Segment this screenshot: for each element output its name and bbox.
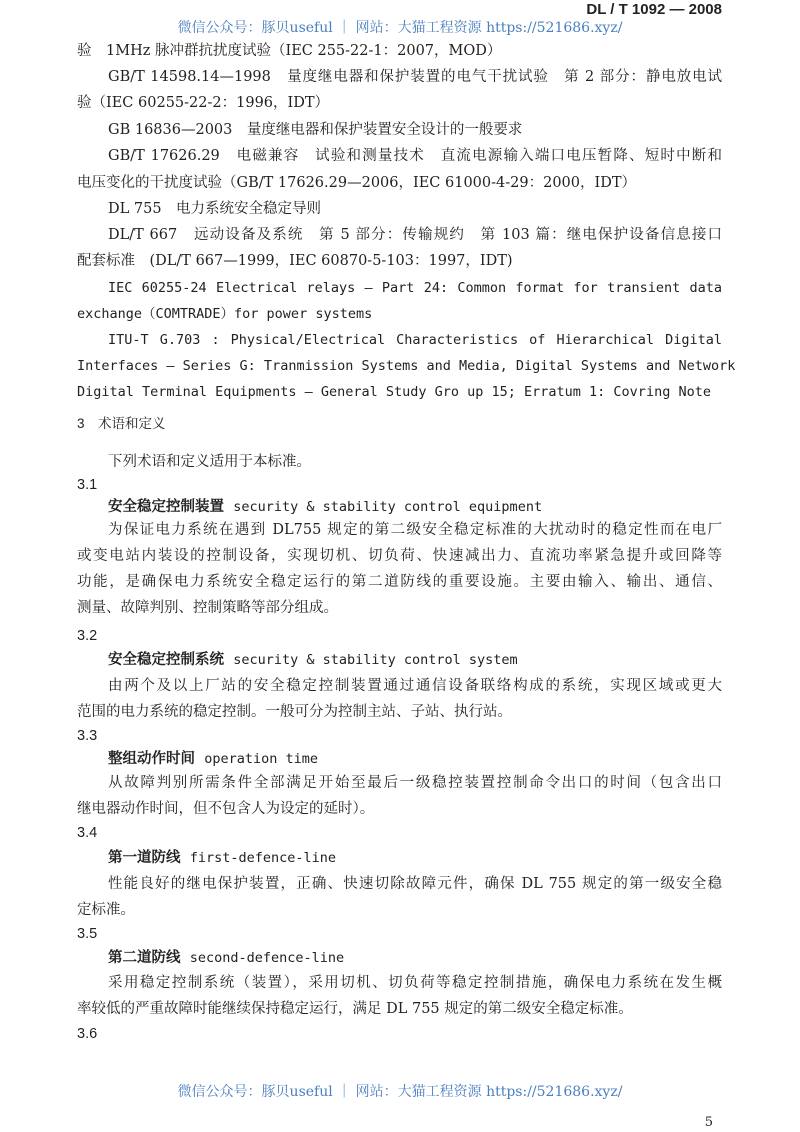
- term-number: 3.3: [77, 728, 98, 744]
- reference-line: 验（IEC 60255-22-2：1996，IDT）: [77, 95, 330, 111]
- reference-line: GB/T 14598.14—1998 量度继电器和保护装置的电气干扰试验 第 2 部分：静电放电试: [108, 69, 722, 85]
- definition-line: 范围的电力系统的稳定控制。一般可分为控制主站、子站、执行站。: [77, 704, 512, 720]
- reference-line: 验 1MHz 脉冲群抗扰度试验（IEC 255-22-1：2007，MOD）: [77, 43, 502, 59]
- term-chinese: 安全稳定控制系统: [108, 652, 224, 668]
- term-number: 3.4: [77, 825, 98, 841]
- term-number: 3.6: [77, 1026, 98, 1042]
- document-number-header: DL / T 1092 — 2008: [586, 1, 722, 18]
- definition-line: 从故障判别所需条件全部满足开始至最后一级稳控装置控制命令出口的时间（包含出口: [108, 775, 722, 791]
- reference-line: Interfaces — Series G: Tranmission Systems and Media, Digital Systems and Network: [77, 358, 736, 374]
- term-title: [108, 847, 722, 869]
- term-title: [108, 947, 722, 969]
- term-title: [108, 748, 722, 770]
- reference-line: GB/T 17626.29 电磁兼容 试验和测量技术 直流电源输入端口电压暂降、短时中断和: [108, 148, 722, 164]
- section-heading: 3 术语和定义: [77, 416, 166, 431]
- reference-line: IEC 60255-24 Electrical relays — Part 24: Common format for transient data: [108, 280, 722, 296]
- definition-line: 继电器动作时间，但不包含人为设定的延时）。: [77, 801, 375, 817]
- reference-line: Digital Terminal Equipments — General Study Gro up 15; Erratum 1: Covring Note: [77, 384, 711, 400]
- term-chinese: 第一道防线: [108, 850, 181, 866]
- term-english: operation time: [204, 751, 319, 767]
- term-chinese: 安全稳定控制装置: [108, 499, 224, 515]
- definition-line: 测量、故障判别、控制策略等部分组成。: [77, 600, 338, 616]
- definition-line: 由两个及以上厂站的安全稳定控制装置通过通信设备联络构成的系统，实现区域或更大: [108, 678, 722, 694]
- reference-line: 电压变化的干扰度试验（GB/T 17626.29—2006，IEC 61000-4-29：2000，IDT）: [77, 175, 637, 191]
- reference-line: GB 16836—2003 量度继电器和保护装置安全设计的一般要求: [108, 122, 523, 138]
- watermark-bottom: 微信公众号：豚贝useful ｜ 网站：大猫工程资源 https://521686.xyz/: [177, 1084, 623, 1100]
- section-intro: 下列术语和定义适用于本标准。: [108, 454, 311, 470]
- reference-line: DL/T 667 远动设备及系统 第 5 部分：传输规约 第 103 篇：继电保护设备信息接口: [108, 227, 722, 243]
- term-number: 3.2: [77, 628, 98, 644]
- term-english: security & stability control equipment: [233, 499, 543, 515]
- definition-line: 为保证电力系统在遇到 DL755 规定的第二级安全稳定标准的大扰动时的稳定性而在电厂: [108, 522, 722, 538]
- term-english: first-defence-line: [189, 850, 337, 866]
- term-number: 3.1: [77, 477, 98, 493]
- term-title: [108, 496, 722, 518]
- definition-line: 率较低的严重故障时能继续保持稳定运行，满足 DL 755 规定的第二级安全稳定标准。: [77, 1001, 633, 1017]
- definition-line: 定标准。: [77, 902, 135, 918]
- reference-line: 配套标准 (DL/T 667—1999，IEC 60870-5-103：1997，IDT): [77, 253, 513, 269]
- definition-line: 性能良好的继电保护装置，正确、快速切除故障元件，确保 DL 755 规定的第一级安全稳: [108, 876, 722, 892]
- definition-line: 功能，是确保电力系统安全稳定运行的第二道防线的重要设施。主要由输入、输出、通信、: [77, 574, 722, 590]
- term-number: 3.5: [77, 926, 98, 942]
- term-english: security & stability control system: [233, 652, 518, 668]
- term-title: [108, 649, 722, 671]
- reference-line: exchange（COMTRADE）for power systems: [77, 306, 373, 322]
- definition-line: 采用稳定控制系统（装置），采用切机、切负荷等稳定控制措施，确保电力系统在发生概: [108, 975, 722, 991]
- page-number: 5: [704, 1115, 713, 1130]
- term-chinese: 第二道防线: [108, 950, 181, 966]
- reference-line: ITU-T G.703 : Physical/Electrical Characteristics of Hierarchical Digital: [108, 332, 722, 348]
- term-chinese: 整组动作时间: [108, 751, 195, 767]
- watermark-top: 微信公众号：豚贝useful ｜ 网站：大猫工程资源 https://521686.xyz/: [177, 20, 623, 36]
- term-english: second-defence-line: [189, 950, 345, 966]
- reference-line: DL 755 电力系统安全稳定导则: [108, 201, 322, 217]
- definition-line: 或变电站内装设的控制设备，实现切机、切负荷、快速减出力、直流功率紧急提升或回降等: [77, 548, 722, 564]
